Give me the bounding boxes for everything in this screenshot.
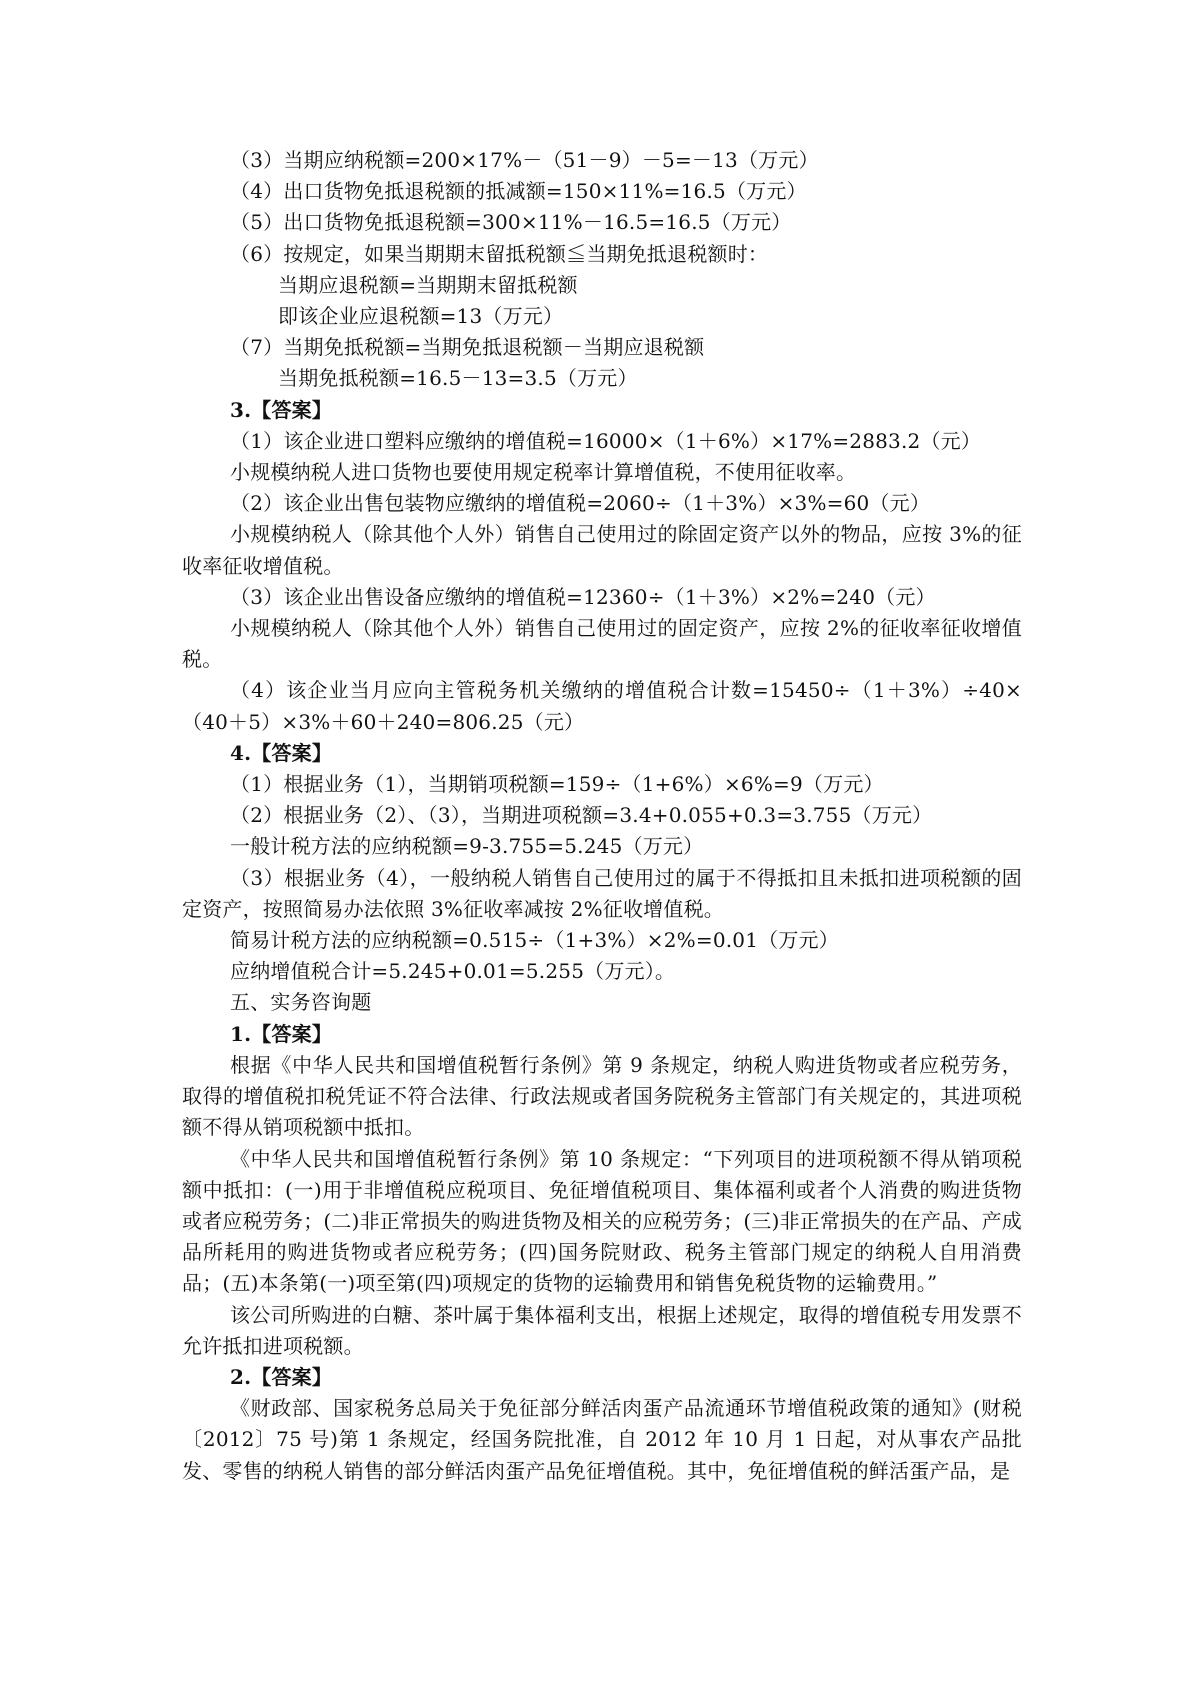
calc-line-6b: 即该企业应退税额=13（万元） xyxy=(278,304,564,329)
document-body xyxy=(182,145,1022,1487)
section-5-title: 五、实务咨询题 xyxy=(230,990,372,1015)
answer-3-item-2: （2）该企业出售包装物应缴纳的增值税=2060÷（1＋3%）×3%=60（元） xyxy=(230,491,931,516)
calc-line-6: （6）按规定，如果当期期末留抵税额≦当期免抵退税额时： xyxy=(230,241,769,266)
answer-4-item-3: （3）根据业务（4），一般纳税人销售自己使用过的属于不得抵扣且未抵扣进项税额的固定资产，按照简易办法依照 3%征收率减按 2%征收增值税。 xyxy=(182,865,1022,921)
answer-4-general-tax: 一般计税方法的应纳税额=9-3.755=5.245（万元） xyxy=(230,834,704,859)
answer-4-simple-tax: 简易计税方法的应纳税额=0.515÷（1+3%）×2%=0.01（万元） xyxy=(230,928,839,953)
calc-line-7: （7）当期免抵税额=当期免抵退税额－当期应退税额 xyxy=(230,335,705,360)
answer-3-note-3: 小规模纳税人（除其他个人外）销售自己使用过的固定资产，应按 2%的征收率征收增值税。 xyxy=(182,616,1022,672)
answer-3-item-3: （3）该企业出售设备应缴纳的增值税=12360÷（1＋3%）×2%=240（元） xyxy=(230,584,936,609)
answer-5-1-heading: 1.【答案】 xyxy=(230,1021,333,1046)
answer-5-2-para-1: 《财政部、国家税务总局关于免征部分鲜活肉蛋产品流通环节增值税政策的通知》(财税〔2012〕75 号)第 1 条规定，经国务院批准，自 2012 年 10 月 1 日起，对从事农产品批发、零售的纳税人销售的部分鲜活肉蛋产品免征增值税。其中，免征增值税的鲜活蛋产品，是 xyxy=(182,1396,1022,1483)
answer-3-heading: 3.【答案】 xyxy=(230,397,333,422)
calc-line-6a: 当期应退税额=当期期末留抵税额 xyxy=(278,272,578,297)
calc-line-7a: 当期免抵税额=16.5－13=3.5（万元） xyxy=(278,366,638,391)
answer-5-1-para-3: 该公司所购进的白糖、茶叶属于集体福利支出，根据上述规定，取得的增值税专用发票不允许抵扣进项税额。 xyxy=(182,1302,1022,1358)
answer-5-1-para-1: 根据《中华人民共和国增值税暂行条例》第 9 条规定，纳税人购进货物或者应税劳务，取得的增值税扣税凭证不符合法律、行政法规或者国务院税务主管部门有关规定的，其进项税额不得从销项税额中抵扣。 xyxy=(182,1052,1022,1140)
answer-3-item-1: （1）该企业进口塑料应缴纳的增值税=16000×（1＋6%）×17%=2883.2（元） xyxy=(230,428,982,453)
calc-line-4: （4）出口货物免抵退税额的抵减额=150×11%=16.5（万元） xyxy=(230,179,807,204)
answer-4-item-1: （1）根据业务（1），当期销项税额=159÷（1+6%）×6%=9（万元） xyxy=(230,772,884,797)
calc-line-5: （5）出口货物免抵退税额=300×11%－16.5=16.5（万元） xyxy=(230,210,792,235)
answer-5-1-para-2: 《中华人民共和国增值税暂行条例》第 10 条规定：“下列项目的进项税额不得从销项税额中抵扣：(一)用于非增值税应税项目、免征增值税项目、集体福利或者个人消费的购进货物或者应税劳务；(二)非正常损失的购进货物及相关的应税劳务；(三)非正常损失的在产品、产成品所耗用的购进货物或者应税劳务；(四)国务院财政、税务主管部门规定的纳税人自用消费品；(五)本条第(一)项至第(四)项规定的货物的运输费用和销售免税货物的运输费用。” xyxy=(182,1146,1023,1296)
answer-3-note-1: 小规模纳税人进口货物也要使用规定税率计算增值税，不使用征收率。 xyxy=(230,460,857,485)
answer-3-note-2: 小规模纳税人（除其他个人外）销售自己使用过的除固定资产以外的物品，应按 3%的征收率征收增值税。 xyxy=(182,522,1022,578)
answer-4-total: 应纳增值税合计=5.245+0.01=5.255（万元）。 xyxy=(230,959,676,984)
answer-5-2-heading: 2.【答案】 xyxy=(230,1364,333,1389)
calc-line-3: （3）当期应纳税额=200×17%－（51－9）－5=－13（万元） xyxy=(230,148,819,172)
answer-4-heading: 4.【答案】 xyxy=(230,740,333,765)
answer-4-item-2: （2）根据业务（2）、（3），当期进项税额=3.4+0.055+0.3=3.755（万元） xyxy=(230,803,933,828)
answer-3-item-4: （4）该企业当月应向主管税务机关缴纳的增值税合计数=15450÷（1＋3%）÷40×（40＋5）×3%＋60＋240=806.25（元） xyxy=(182,678,1022,734)
